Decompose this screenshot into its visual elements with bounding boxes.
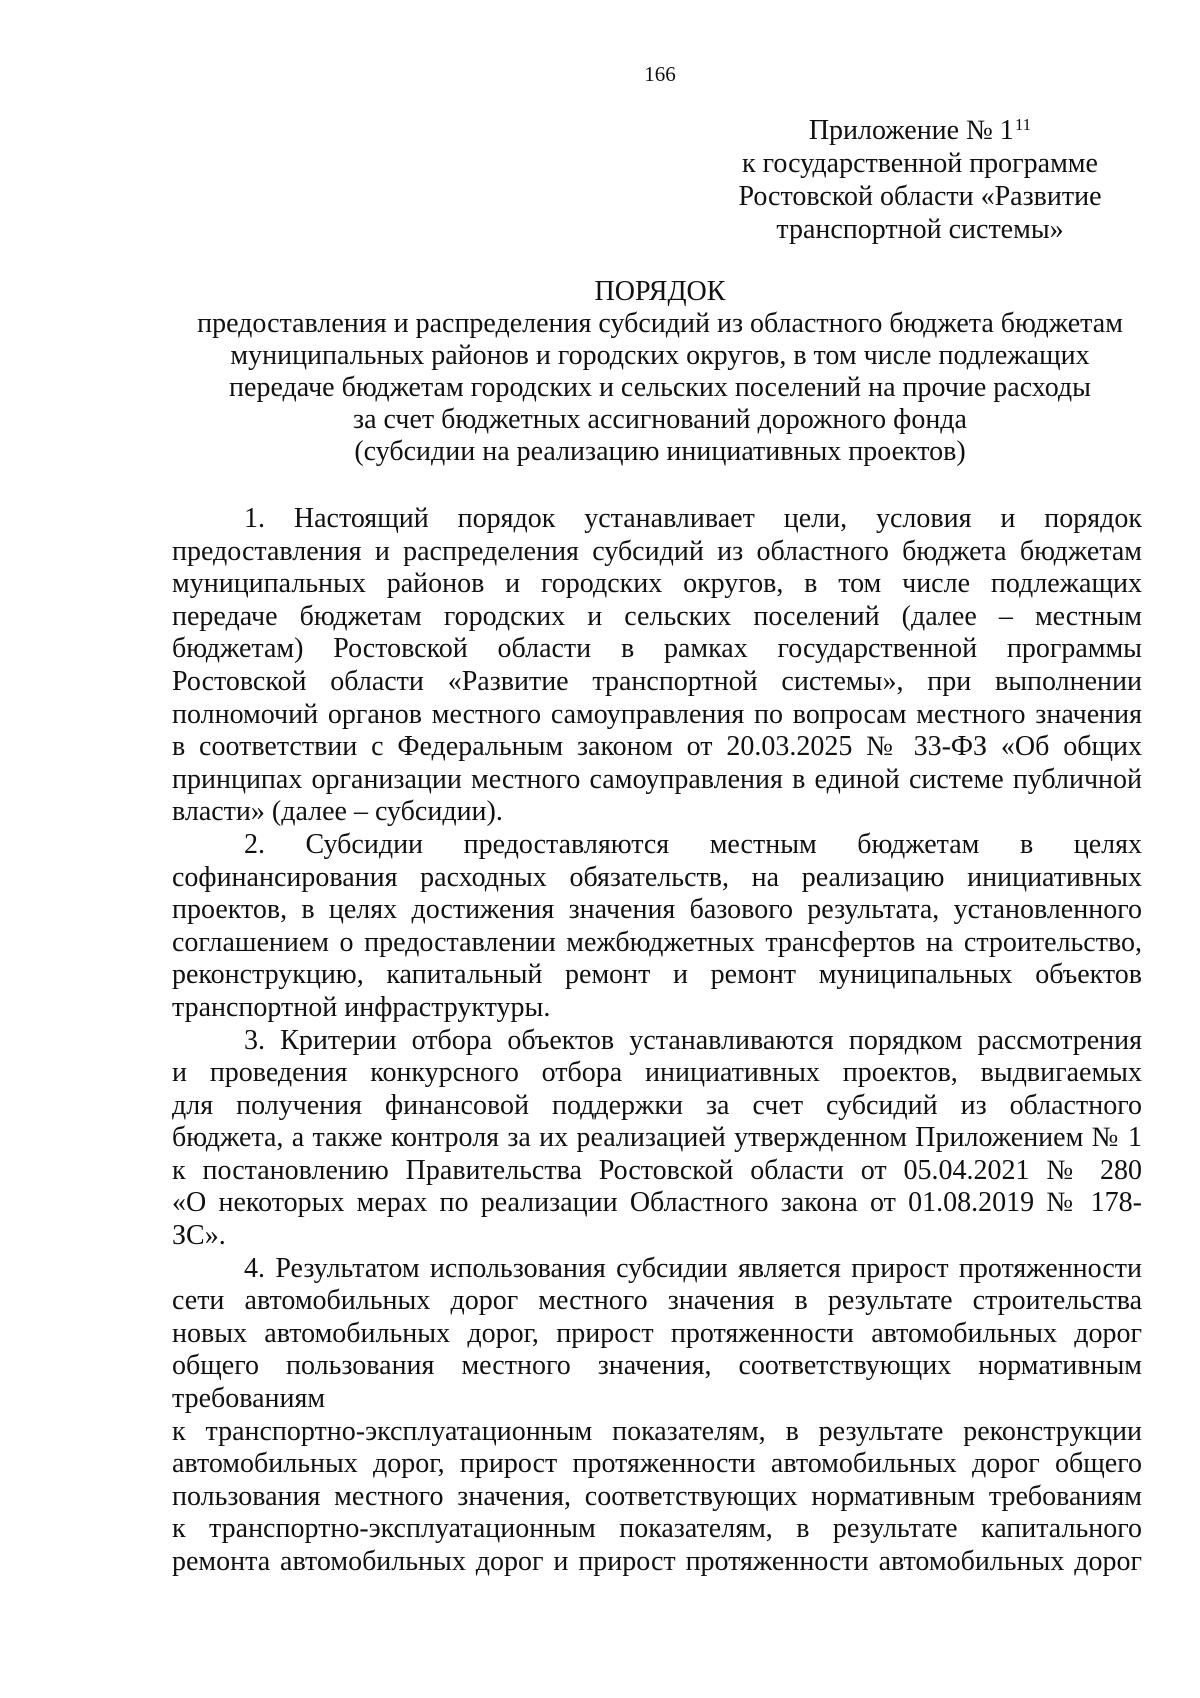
paragraph-2-line: соглашением о предоставлении межбюджетных трансфертов на строительство, [172,926,1142,958]
title-line: передаче бюджетам городских и сельских поселений на прочие расходы [229,372,1091,403]
title-heading: ПОРЯДОК [594,276,726,307]
appendix-line-2: к государственной программе [742,148,1098,179]
paragraph-1-line: в соответствии с Федеральным законом от 20.03.2025 № 33-ФЗ «Об общих [172,731,1142,763]
paragraph-1-line: принципах организации местного самоуправления в единой системе публичной [172,763,1142,795]
paragraph-1-line: Ростовской области «Развитие транспортной системы», при выполнении [172,665,1142,697]
title-line: за счет бюджетных ассигнований дорожного фонда [353,404,967,435]
paragraph-3-line: 3. Критерии отбора объектов устанавливаются порядком рассмотрения [244,1024,1142,1056]
paragraph-3-line: и проведения конкурсного отбора инициативных проектов, выдвигаемых [172,1057,1142,1089]
paragraph-1-line: власти» (далее – субсидии). [172,796,503,828]
paragraph-4-line: автомобильных дорог, прирост протяженности автомобильных дорог общего [172,1448,1142,1480]
title-line: муниципальных районов и городских округов, в том числе подлежащих [230,340,1090,371]
title-line: предоставления и распределения субсидий из областного бюджета бюджетам [197,308,1123,339]
appendix-superscript: 11 [1014,115,1032,134]
appendix-line-4: транспортной системы» [776,214,1064,245]
paragraph-4-line: пользования местного значения, соответствующих нормативным требованиям [172,1480,1142,1512]
paragraph-3-line: к постановлению Правительства Ростовской области от 05.04.2021 № 280 [172,1154,1142,1186]
paragraph-4-line: общего пользования местного значения, соответствующих нормативным [172,1350,1142,1382]
paragraph-1-line: передаче бюджетам городских и сельских поселений (далее – местным [172,600,1142,632]
paragraph-1-line: полномочий органов местного самоуправления по вопросам местного значения [172,698,1142,730]
paragraph-3-line: ЗС». [172,1220,226,1252]
page-number: 166 [644,62,676,86]
paragraph-2-line: транспортной инфраструктуры. [172,991,551,1023]
appendix-header [700,114,1140,246]
paragraph-1-line: 1. Настоящий порядок устанавливает цели, условия и порядок [244,503,1142,534]
paragraph-2-line: 2. Субсидии предоставляются местным бюджетам в целях [244,828,1142,860]
appendix-number: Приложение № 1 [808,115,1014,146]
paragraph-2-line: реконструкцию, капитальный ремонт и ремонт муниципальных объектов [172,959,1142,991]
paragraph-2-line: софинансирования расходных обязательств, на реализацию инициативных [172,861,1142,893]
paragraph-4-line: ремонта автомобильных дорог и прирост протяженности автомобильных дорог [172,1546,1142,1577]
paragraph-4-line: к транспортно-эксплуатационным показателям, в результате капитального [172,1513,1142,1545]
document-title [160,276,1160,468]
paragraph-4-line: новых автомобильных дорог, прирост протяженности автомобильных дорог [172,1317,1142,1349]
paragraph-1-line: муниципальных районов и городских округов, в том числе подлежащих [172,568,1142,600]
paragraph-3-line: «О некоторых мерах по реализации Областного закона от 01.08.2019 № 178- [172,1187,1142,1219]
appendix-line-1 [700,114,1140,147]
paragraph-4-line: сети автомобильных дорог местного значения в результате строительства [172,1285,1142,1317]
paragraph-1-line: бюджетам) Ростовской области в рамках государственной программы [172,633,1142,665]
paragraph-4-line: требованиям [172,1383,326,1415]
document-body [172,503,1142,1579]
paragraph-3-line: бюджета, а также контроля за их реализацией утвержденном Приложением № 1 [172,1122,1142,1154]
paragraph-2-line: проектов, в целях достижения значения базового результата, установленного [172,894,1142,926]
appendix-line-3: Ростовской области «Развитие [738,181,1102,212]
paragraph-3-line: для получения финансовой поддержки за счет субсидий из областного [172,1089,1142,1121]
paragraph-4-line: к транспортно-эксплуатационным показателям, в результате реконструкции [172,1415,1142,1447]
title-line: (субсидии на реализацию инициативных проектов) [354,436,966,467]
paragraph-4-line: 4. Результатом использования субсидии является прирост протяженности [244,1252,1142,1284]
paragraph-1-line: предоставления и распределения субсидий из областного бюджета бюджетам [172,535,1142,567]
